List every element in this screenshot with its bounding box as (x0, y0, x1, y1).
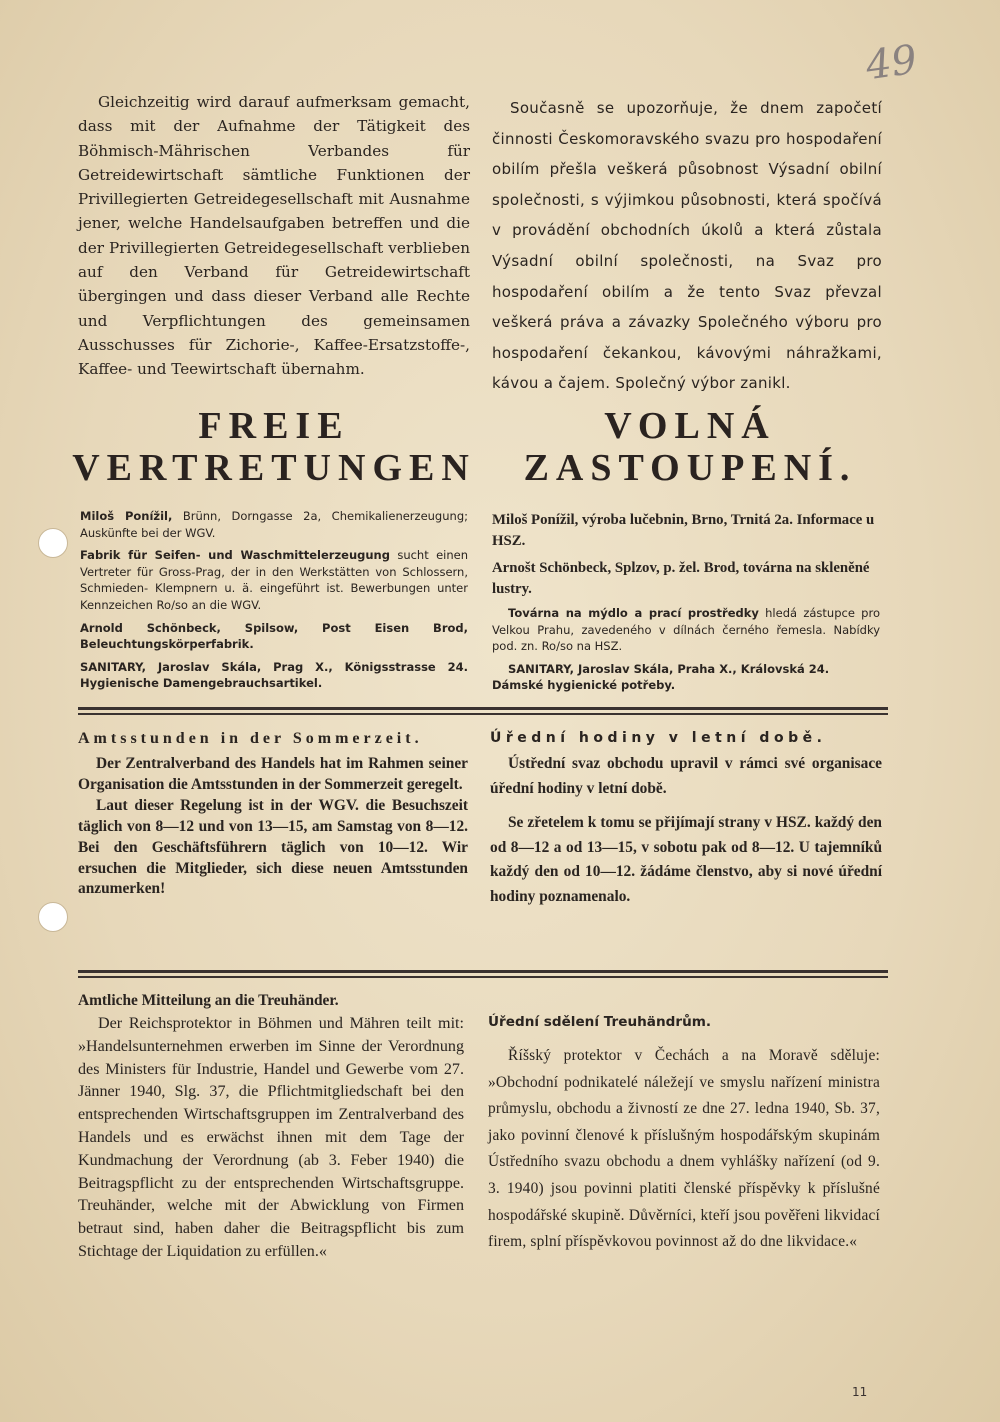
handwritten-page-number: 49 (863, 36, 920, 90)
notice-title: Amtliche Mitteilung an die Treuhänder. (78, 992, 339, 1009)
representation-entry: Fabrik für Seifen- und Waschmittelerzeugung sucht einen Vertreter für Gross-Prag, der in den Werkstätten von Schlossern, Schmieden- Klempnern u. ä. eingeführt ist. Bewerbungen unter Kennzeichen Ro/so an die WGV. (80, 548, 468, 612)
heading-line-1: FREIE (198, 405, 350, 447)
office-hours-body (78, 754, 468, 900)
representation-entry: SANITARY, Jaroslav Skála, Praha X., Královská 24. Dámské hygienické potřeby. (492, 661, 830, 692)
representation-entry: Miloš Ponížil, Brünn, Dorngasse 2a, Chemikalienerzeugung; Auskünfte bei der WGV. (80, 509, 468, 540)
notice-trustees-de (78, 992, 464, 1264)
heading-free-representations-de (70, 405, 478, 489)
representation-entry: Arnošt Schönbeck, Splzov, p. žel. Brod, továrna na skleněné lustry. (492, 560, 870, 597)
separator-rule-thin (78, 713, 888, 715)
representations-list-cs (492, 510, 880, 694)
intro-paragraph-cs: Současně se upozorňuje, že dnem započetí činnosti Českomoravského svazu pro hospodaření obilím přešla veškerá působnost Výsadní obilní společnosti, s výjimkou působnosti, která spočívá v provádění obchodních úkolů a která zůstala Výsadní obilní společnosti, na Svaz pro hospodaření obilím a že tento Svaz převzal veškerá práva a závazky Společného výboru pro hospodaření čekankou, kávovými náhražkami, kávou a čajem. Společný výbor zanikl. (492, 99, 882, 393)
office-hours-title: Amtsstunden in der Sommerzeit. (78, 730, 423, 747)
heading-line-1: VOLNÁ (604, 405, 776, 447)
page-number: 11 (852, 1385, 868, 1399)
heading-line-2: VERTRETUNGEN (72, 447, 476, 489)
office-hours-title: Úřední hodiny v letní době. (490, 730, 827, 746)
binder-hole-bottom (38, 902, 68, 932)
separator-rule-thin (78, 976, 888, 978)
office-hours-de (78, 730, 468, 901)
representation-entry: Továrna na mýdlo a prací prostředky hledá zástupce pro Velkou Prahu, zavedeného v dílnách černého řemesla. Nabídky pod. zn. Ro/so na HSZ. (492, 606, 880, 653)
representation-entry: Arnold Schönbeck, Spilsow, Post Eisen Brod, Beleuchtungskörperfabrik. (80, 620, 468, 652)
office-hours-paragraph: Laut dieser Regelung ist in der WGV. die Besuchszeit täglich von 8—12 und von 13—15, am Samstag von 8—12. Bei den Geschäftsführern täglich von 10—12. Wir ersuchen die Mitglieder, sich diese neuen Amtsstunden anzumerken! (78, 797, 468, 898)
separator-rule (78, 970, 888, 973)
binder-hole-top (38, 528, 68, 558)
representation-entry: SANITARY, Jaroslav Skála, Prag X., Königsstrasse 24. Hygienische Damengebrauchsartikel. (80, 659, 468, 691)
representation-entry: Miloš Ponížil, výroba lučebnin, Brno, Trnitá 2a. Informace u HSZ. (492, 512, 875, 549)
separator-rule (78, 707, 888, 710)
office-hours-cs (490, 730, 882, 919)
office-hours-paragraph: Se zřetelem k tomu se přijímají strany v HSZ. každý den od 8—12 a od 13—15, v sobotu pak od 8—12. U tajemníků každý den od 10—12. žádáme členstvo, aby si nové úřední hodiny poznamenalo. (490, 814, 882, 905)
office-hours-paragraph: Der Zentralverband des Handels hat im Rahmen seiner Organisation die Amtsstunden in der Sommerzeit geregelt. (78, 755, 468, 793)
office-hours-body (490, 752, 882, 909)
notice-body: Der Reichsprotektor in Böhmen und Mähren teilt mit: »Handelsunternehmen erwerben im Sinne der Verordnung des Ministers für Industrie, Handel und Gewerbe vom 27. Jänner 1940, Slg. 37, die Pflichtmitgliedschaft bei den entsprechenden Wirtschaftsgruppen im Zentralverband des Handels und es erwächst ihnen mit dem Tage der Kundmachung der Verordnung (ab 3. Feber 1940) die Beitragspflicht zu der entsprechenden Wirtschaftsgruppe. Treuhänder, welche mit der Abwicklung von Firmen betraut sind, haben daher die Beitragspflicht bis zum Stichtage der Liquidation zu erfüllen.« (78, 1015, 464, 1260)
heading-line-2: ZASTOUPENÍ. (523, 447, 857, 489)
office-hours-paragraph: Ústřední svaz obchodu upravil v rámci své organisace úřední hodiny v letní době. (490, 755, 882, 797)
notice-body: Říšský protektor v Čechách a na Moravě sděluje: »Obchodní podnikatelé náležejí ve smyslu nařízení ministra průmyslu, obchodu a živností ze dne 27. ledna 1940, Sb. 37, jako povinní členové k příslušným hospodářským skupinám Ústředního svazu obchodu a dnem vyhlášky nařízení (od 9. 3. 1940) jsou povinni platiti členské příspěvky k příslušné hospodářské skupině. Důvěrníci, kteří jsou pověřeni likvidací firem, splní příspěvkovou povinnost až do dne likvidace.« (488, 1047, 880, 1251)
notice-trustees-cs (488, 1014, 880, 1256)
representations-list-de (80, 508, 468, 698)
heading-free-representations-cs (500, 405, 880, 489)
intro-paragraph-de: Gleichzeitig wird darauf aufmerksam gemacht, dass mit der Aufnahme der Tätigkeit des Böhmisch-Mährischen Verbandes für Getreidewirtschaft sämtliche Funktionen der Privillegierten Getreidegesellschaft mit Ausnahme jener, welche Handelsaufgaben betreffen und die der Privillegierten Getreidegesellschaft verblieben auf den Verband für Getreidewirtschaft übergingen und dass dieser Verband alle Rechte und Verpflichtungen des gemeinsamen Ausschusses für Zichorie-, Kaffee-Ersatzstoffe-, Kaffee- und Teewirtschaft übernahm. (78, 93, 470, 379)
notice-title: Úřední sdělení Treuhändrům. (488, 1014, 712, 1030)
